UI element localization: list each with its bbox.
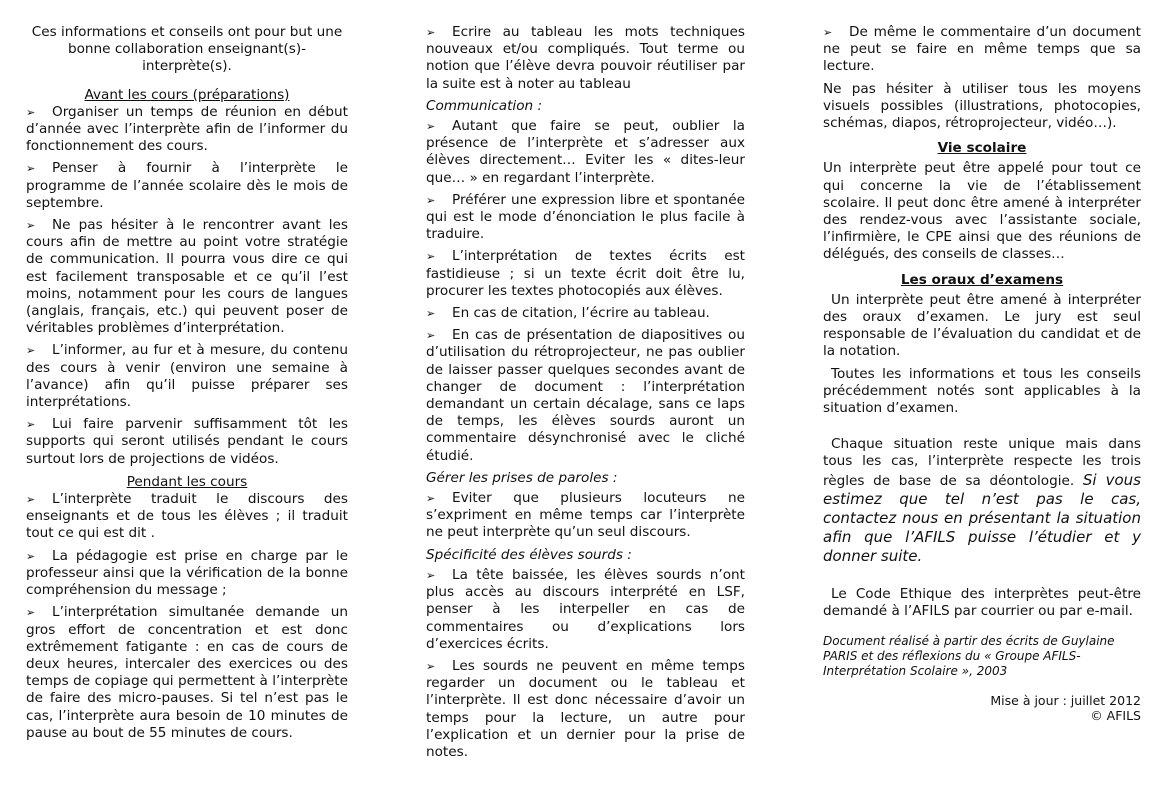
arrow-bullet-icon: ➢ — [26, 105, 36, 119]
code-ethique-text: Le Code Ethique des interprètes peut-être demandé à l’AFILS par courrier ou par e-mail. — [823, 585, 1141, 619]
update-date: Mise à jour : juillet 2012 — [990, 693, 1141, 709]
arrow-bullet-icon: ➢ — [426, 193, 436, 207]
list-item: ➢ Ecrire au tableau les mots techniques nouveaux et/ou compliqués. Tout terme ou notion que l’élève devra pouvoir réutiliser par la suite est à noter au tableau — [426, 24, 745, 92]
situation-text: Chaque situation reste unique mais dans tous les cas, l’interprète respecte les trois règles de base de sa déontologie. — [823, 436, 1141, 489]
list-item: ➢ La pédagogie est prise en charge par le professeur ainsi que la vérification de la bonne compréhension du message ; — [26, 547, 348, 599]
situation-emphasis: Si vous estimez que tel n’est pas le cas, contactez nous en présentant la situation afin que l’AFILS puisse l’étudier et y donner suite. — [823, 470, 1142, 566]
list-item: ➢ Organiser un temps de réunion en début d’année avec l’interprète afin de l’informer du fonctionnement des cours. — [26, 103, 348, 155]
footer — [823, 693, 1141, 723]
pendant-list — [26, 491, 348, 742]
list-item: ➢ Penser à fournir à l’interprète le programme de l’année scolaire dès le mois de septembre. — [26, 160, 348, 211]
paroles-list — [426, 490, 745, 542]
arrow-bullet-icon: ➢ — [426, 659, 436, 673]
heading-specificite: Spécificité des élèves sourds : — [426, 546, 632, 563]
list-item: ➢ Préférer une expression libre et spontanée qui est le mode d’énonciation le plus facile à traduire. — [426, 191, 745, 243]
copyright: © AFILS — [1090, 708, 1141, 724]
communication-list — [426, 118, 745, 465]
list-item: ➢ Lui faire parvenir suffisamment tôt les supports qui seront utilisés pendant le cours surtout lors de projections de vidéos. — [26, 416, 348, 467]
heading-pendant-les-cours: Pendant les cours — [126, 473, 248, 490]
arrow-bullet-icon: ➢ — [26, 219, 36, 233]
list-item: ➢ L’informer, au fur et à mesure, du contenu des cours à venir (environ une semaine à l’avance) afin qu’il puisse préparer ses interprétations. — [26, 342, 348, 411]
arrow-bullet-icon: ➢ — [823, 26, 833, 39]
arrow-bullet-icon: ➢ — [426, 250, 436, 264]
heading-oraux-examens: Les oraux d’examens — [900, 271, 1064, 288]
arrow-bullet-icon: ➢ — [426, 568, 436, 582]
list-item: ➢ Ne pas hésiter à le rencontrer avant les cours afin de mettre au point votre stratégie de communication. Il pourra vous dire ce qui est facilement transposable et ce qu’il l’est moins, notamment pour les cours de langues (anglais, français, etc.) qui peuvent poser de véritables problèmes d’interprétation. — [26, 217, 348, 337]
list-item: ➢ De même le commentaire d’un document ne peut se faire en même temps que sa lecture. — [823, 24, 1141, 75]
arrow-bullet-icon: ➢ — [26, 606, 36, 620]
spacer — [823, 572, 1141, 586]
heading-vie-scolaire: Vie scolaire — [937, 140, 1027, 157]
list-item: ➢ En cas de citation, l’écrire au tableau. — [426, 305, 710, 322]
spacer — [823, 422, 1141, 436]
list-item: ➢ L’interprétation de textes écrits est fastidieuse ; si un texte écrit doit être lu, procurer les textes photocopiés aux élèves. — [426, 248, 745, 299]
specificite-list — [426, 567, 745, 761]
list-item: ➢ Eviter que plusieurs locuteurs ne s’expriment en même temps car l’interprète ne peut interprète qu’un seul discours. — [426, 490, 745, 541]
arrow-bullet-icon: ➢ — [26, 549, 36, 563]
heading-prises-de-paroles: Gérer les prises de paroles : — [426, 469, 618, 486]
list-item: ➢ L’interprète traduit le discours des enseignants et de tous les élèves ; il traduit tout ce qui est dit . — [26, 491, 348, 542]
column-middle — [426, 24, 745, 766]
intro-text: Ces informations et conseils ont pour but une bonne collaboration enseignant(s)-interprète(s). — [31, 24, 343, 75]
avant-list — [26, 104, 348, 468]
arrow-bullet-icon: ➢ — [26, 162, 36, 176]
visuels-text: Ne pas hésiter à utiliser tous les moyens visuels possibles (illustrations, photocopies, schémas, diapos, rétroprojecteur, vidéo…). — [823, 80, 1141, 132]
arrow-bullet-icon: ➢ — [426, 120, 436, 134]
document-credit: Document réalisé à partir des écrits de Guylaine PARIS et des réflexions du « Groupe AFILS-Interprétation Scolaire », 2003 — [823, 634, 1115, 679]
list-item: ➢ L’interprétation simultanée demande un gros effort de concentration et est donc extrêmement fatigante : en cas de cours de deux heures, intercaler des exercices ou des temps de copiage qui permettent à l’interprète de faire des micro-pauses. Si tel n’est pas le cas, l’interprète aura besoin de 10 minutes de pause au bout de 55 minutes de cours. — [26, 604, 348, 741]
arrow-bullet-icon: ➢ — [26, 344, 36, 358]
oraux-text-2: Toutes les informations et tous les conseils précédemment notés sont applicables à la situation d’examen. — [823, 365, 1141, 417]
list-item: ➢ La tête baissée, les élèves sourds n’ont plus accès au discours interprété en LSF, penser à les interpeller en cas de commentaires ou d’explications lors d’exercices écrits. — [426, 566, 745, 652]
arrow-bullet-icon: ➢ — [426, 307, 436, 321]
arrow-bullet-icon: ➢ — [426, 329, 436, 343]
heading-communication: Communication : — [426, 97, 543, 114]
heading-avant-les-cours: Avant les cours (préparations) — [84, 86, 290, 103]
vie-scolaire-text: Un interprète peut être appelé pour tout ce qui concerne la vie de l’établissement scolaire. Il peut donc être amené à interpréter des rendez-vous avec l’assistante sociale, l’infirmière, le CPE ainsi que des réunions de délégués, des conseils de classes… — [823, 160, 1141, 263]
column-right — [823, 24, 1141, 723]
arrow-bullet-icon: ➢ — [426, 26, 436, 39]
list-item: ➢ En cas de présentation de diapositives ou d’utilisation du rétroprojecteur, ne pas oublier de laisser passer quelques secondes avant de changer de document : l’interprétation demandant un certain décalage, sans ce laps de temps, les élèves sourds auront un commentaire désynchronisé avec le cliché étudié. — [426, 327, 745, 464]
list-item: ➢ Les sourds ne peuvent en même temps regarder un document ou le tableau et l’interprète. Il est donc nécessaire d’avoir un temps pour la lecture, un autre pour l’explication et un dernier pour la prise de notes. — [426, 657, 745, 760]
arrow-bullet-icon: ➢ — [426, 492, 436, 506]
situation-paragraph — [823, 436, 1141, 566]
arrow-bullet-icon: ➢ — [26, 418, 36, 432]
list-item: ➢ Autant que faire se peut, oublier la présence de l’interprète et s’adresser aux élèves directement… Eviter les « dites-leur que… » en regardant l’interprète. — [426, 118, 745, 186]
oraux-text-1: Un interprète peut être amené à interpréter des oraux d’examen. Le jury est seul responsable de l’évaluation du candidat et de la notation. — [823, 291, 1141, 360]
column-left — [26, 24, 348, 747]
arrow-bullet-icon: ➢ — [26, 493, 36, 507]
